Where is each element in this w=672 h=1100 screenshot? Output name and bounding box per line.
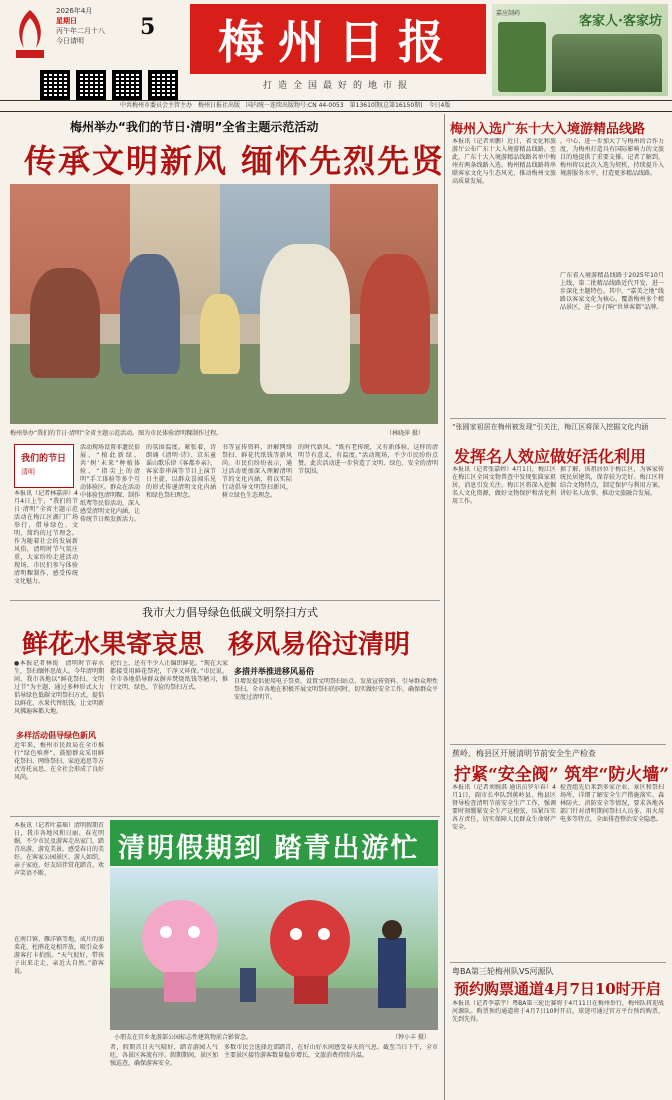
qr-code-icon [76, 70, 106, 100]
date-line: 2026年4月 [56, 7, 93, 15]
ad-title: 客家人·客家坊 [579, 14, 662, 29]
second-kicker: 我市大力倡导绿色低碳文明祭扫方式 [142, 606, 318, 619]
right-headline-3: 拧紧“安全阀” 筑牢“防火墙” [454, 765, 670, 785]
third-photo-byline: （钟小丰 摄） [392, 1034, 430, 1041]
festival-label-box [14, 444, 74, 488]
qr-code-icon [40, 70, 70, 100]
right-body-8: 本报讯（记者李嘉宇）粤BA第三轮比赛将于4月11日在梅州举行，梅州队将迎战河源队。购票预约通道将于4月7日10时开启，球迷可通过官方平台预约购票，先到先得。 [452, 1000, 664, 1023]
festival-name: 清明 [21, 468, 35, 476]
second-body-a: ●本报记者林锐 清明时节春水生，祭扫缅怀思故人。今年清明期间，我市各地以“鲜花祭扫、文明过节”为主题，通过多种形式大力倡导绿色低碳文明祭扫方式，提倡以鲜花、水果代替纸钱，让文明新风拂遍客都大地。 [14, 660, 104, 715]
third-body-c: 者，假期首日天气晴好，踏青游园人气旺，各景区客流有序。假期期间，景区加强巡查，确保游客安全。 [110, 1044, 218, 1067]
ad-people-image [552, 34, 662, 92]
third-body-a: 本报讯（记者叶嘉瑶）清明假期首日，我市各地风和日丽、春光明媚，不少市民及游客走出家门，踏青出游，游览美景，感受春日的美好。在客家公园景区，游人如织，亲子家庭、好友结伴赏花踏青，欢声笑语不断。 [14, 822, 104, 877]
right-body-4: 本报讯（记者张嘉婷）4月1日，梅江区在梅江区全国文物普查中发现张圆家祖居，消息引发关注。梅江区将深入挖掘名人文化资源，做好文物保护和活化利用工作。 [452, 466, 556, 505]
third-body-d: 多数市民会选择近郊踏青，在好山好水间感受春天的气息。截至当日下午，全市主要景区接待游客数量稳步增长，文旅消费持续升温。 [224, 1044, 438, 1059]
qr-code-icon [112, 70, 142, 100]
lead-kicker: 梅州举办“我们的节日·清明”全省主题示范活动 [70, 120, 319, 134]
lead-body-2: 活动现场设置非遗民俗展、“植此新绿，共‘树’未来”种植体验、“指尖上的清明”手工体验等多个互动体验区。群众在活动中体验包清明粿、制作纸鸢等民俗活动，深入感受清明文化内涵，让传统节日焕发新活力。 [80, 444, 140, 523]
lead-photo-byline: （林晓萍 摄） [386, 430, 424, 437]
right-body-1: 本报讯（记者刘鹏）近日，省文化和旅游厅公布广东十大入境游精品线路。至此，广东十大入境游精品线路名单中梅州有两条线路入选。梅州精品线路将串联客家文化与生态风光，推动梅州文旅高质量发展。 [452, 138, 556, 185]
right-body-7: 检查组先后来到多家企业、景区和祭扫场所，详细了解安全生产措施落实、森林防火、消防安全等情况，要求各地各部门针对清明期间祭扫人员多、用火用电多等特点，全面排查整治安全隐患。 [560, 784, 664, 823]
right-body-5: 据了解，该祖居位于梅江区，为客家传统民居建筑，保存较为完好。梅江区将结合文物特点，制定保护与利用方案，讲好名人故事，推动文旅融合发展。 [560, 466, 664, 497]
advertisement [492, 4, 668, 96]
third-photo-caption: 小朋友在宫乡龙游部公园标志性建筑物前合影留念。 [114, 1034, 253, 1041]
right-headline-1: 梅州入选广东十大入境游精品线路 [450, 122, 646, 137]
right-subhead-2: “张圆家祖居在梅州被发现”引关注，梅江区将深入挖掘文化内涵 [452, 423, 649, 431]
lead-body-4: 书等宣传资料，讲解网络祭扫、鲜花代纸钱等新风尚。市民们纷纷表示，通过活动更加深入理解清明节的文化内涵，将以实际行动倡导文明祭扫新风，树立绿色生态理念。 [222, 444, 292, 499]
right-body-6: 本报讯（记者刘婉淇 通讯员罗尔春）4月1日，副市长率队到蕉岭县、梅县区督导检查清明节前安全生产工作，强调要时刻绷紧安全生产这根弦，压紧压实各方责任，切实保障人民群众生命财产安全。 [452, 784, 556, 831]
section-separator [10, 600, 440, 601]
lead-body-1: 本报讯（记者林嘉萍）4月4日上午，“我们的节日·清明”全省主题示范活动在梅江区湖门广场举行，借导绿色、文明、简约的过节理念。作为随着社会的发展新风俗，清明时节气氛庄重，大家纷纷走进活动现场，市民们参与体验清明粿制作，感受传统文化魅力。 [14, 490, 78, 585]
lead-body-3: 的氛围温度。紧张着，诗朗诵《清明·诗》、京东童谣山歌乐律《客都乡亲》、客家拳串演等节目上演节日主旋，以群众喜闻乐见的形式传递清明文化内涵和绿色祭扫理念。 [146, 444, 216, 499]
section-separator [450, 962, 666, 963]
issue-day: 5 [140, 14, 156, 40]
right-kicker-3: 蕉岭、梅县区开展清明节前安全生产检查 [452, 749, 596, 758]
third-body-b: 在南口镇、雁洋镇等地，成片的油菜花、杜鹃花竞相开放，吸引众多游客打卡拍照。“天气很好，带孩子出来走走，亲近大自然。”游客说。 [14, 936, 104, 975]
second-headline-a: 鲜花水果寄哀思 [22, 630, 205, 660]
mascot-illustration [110, 868, 438, 1030]
masthead [0, 0, 672, 100]
lead-photo [10, 184, 438, 424]
third-photo [110, 868, 438, 1030]
right-kicker-4: 粤BA第三轮梅州队VS河源队 [452, 967, 554, 976]
lunar-date: 丙午年二月十八 [56, 27, 105, 35]
right-headline-4: 预约购票通道4月7日10时开启 [454, 980, 661, 998]
third-headline: 清明假期到 踏青出游忙 [118, 833, 420, 864]
right-headline-2: 发挥名人效应做好活化利用 [454, 447, 647, 466]
newspaper-logo-icon [10, 6, 50, 62]
section-separator [450, 744, 666, 745]
section-separator [450, 418, 666, 419]
second-body-b: 祀台上，还有不少人正编织鲜花。“现在大家都接受用鲜花祭祀，干净又环保。”市民说。全市各地倡导群众摒弃焚烧纸钱等陋习，推行文明、绿色、节俭的祭扫方式。 [110, 660, 228, 691]
qr-codes [40, 70, 180, 100]
pages-note: 今日请明 [56, 37, 84, 45]
lead-photo-caption: 梅州举办“我们的节日·清明”全省主题示范活动。图为市民体验清明粿制作过程。 [10, 430, 223, 437]
newspaper-title: 梅州日报 [218, 15, 458, 69]
publication-info-bar: 中共梅州市委员会主管主办 梅州日报社出版 国内统一连续出版物号:CN 44-0053 第13610期(总第16150期) 今日4版 [0, 100, 672, 112]
second-subhead-a: 多样活动倡导绿色新风 [16, 731, 96, 740]
lead-headline: 传承文明新风 缅怀先烈先贤 [24, 142, 446, 180]
section-separator [10, 816, 440, 817]
lead-body-5: 的时代新风。“既有老传统，又有新体验，这样的清明节有意义，有温度。”活动现场，不少市民纷纷点赞。此次活动进一步营造了文明、绿色、安全的清明节氛围。 [298, 444, 438, 475]
second-body-d: 自增发提倡使用电子祭奠、设置文明祭扫站点、发放宣传资料、引导群众理性祭扫。全市各地在积极开展文明祭扫的同时，切实做好安全工作，确保群众平安度过清明节。 [234, 678, 438, 701]
festival-label: 我们的节日 [21, 454, 67, 464]
column-divider [444, 114, 445, 1100]
ad-brand: 嘉应制药 [496, 10, 521, 17]
qr-code-icon [148, 70, 178, 100]
second-subhead-b: 多措并举推进移风易俗 [234, 667, 314, 676]
date-block [56, 6, 130, 46]
second-body-c: 近年来，梅州市民政局在全市推行“绿色殡葬”，鼓励群众采用鲜花祭扫、网络祭扫、家庭追思等方式寄托哀思，在全社会形成了良好风尚。 [14, 742, 104, 781]
weekday: 星期日 [56, 17, 77, 25]
slogan: 打造全国最好的地市报 [262, 81, 413, 91]
second-headline-b: 移风易俗过清明 [228, 630, 411, 660]
newspaper-title-box [190, 4, 486, 74]
ad-product-image [498, 22, 546, 92]
right-body-2: 广东省入境游精品线路于2025年10月上线，第二批精品线路近代开发，进一步深化主题特色。其中，“嘉美之地”线路以客家文化为核心，覆盖梅州多个精品景区，进一步打响“世界客都”品牌。 [560, 272, 664, 311]
right-body-3: ，中心，进一步加大了与梅州的合作力度，为梅州打造具有国际影响力的文旅目的地提供了重要支撑。记者了解到，梅州将以此次入选为契机，持续提升入境游服务水平，打造更多精品线路。 [560, 138, 664, 177]
